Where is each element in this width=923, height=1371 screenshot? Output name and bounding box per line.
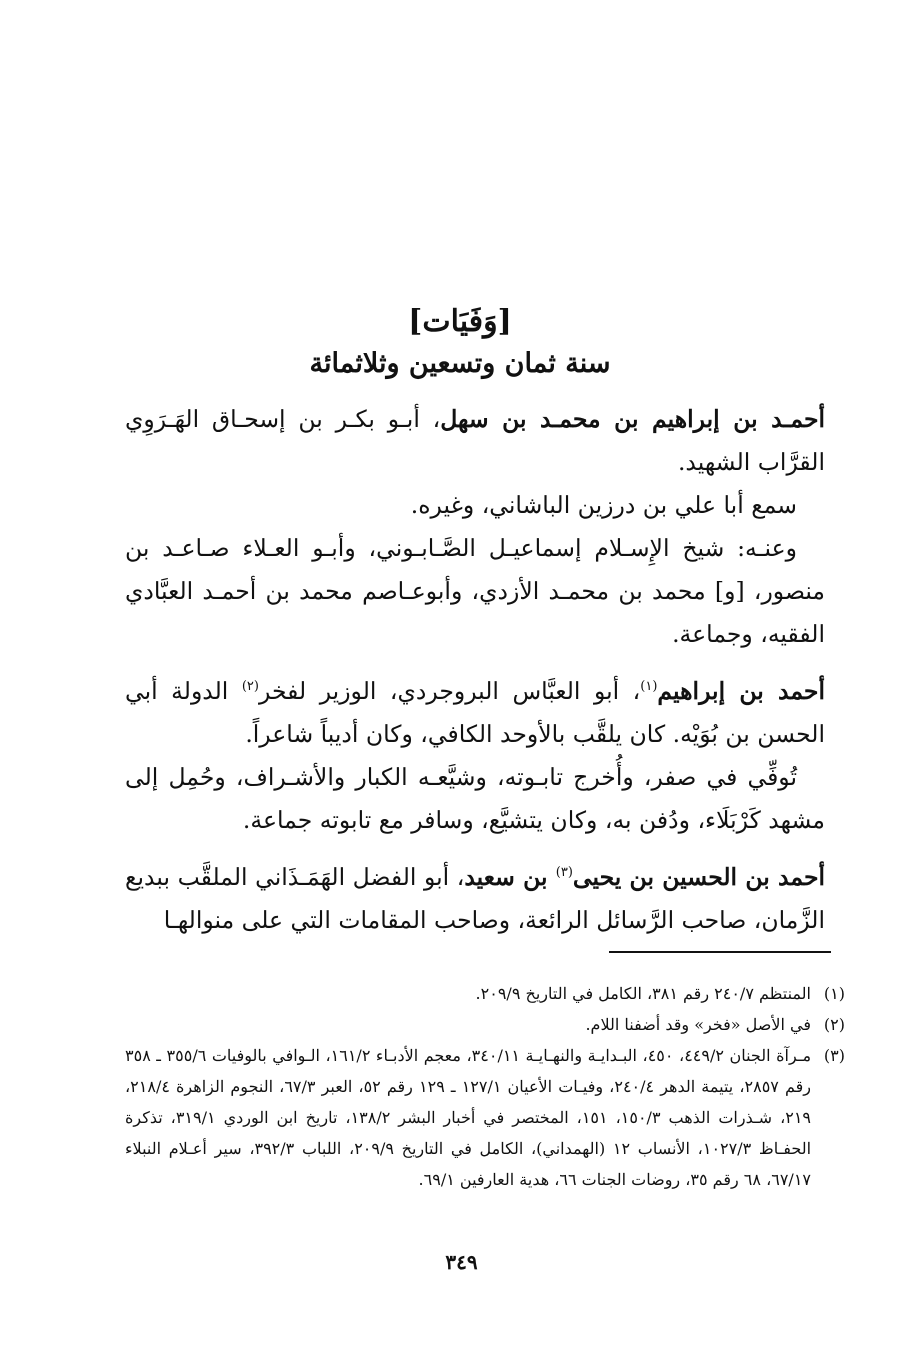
entry-text: ، أبو العبَّاس البروجردي، الوزير لفخر bbox=[258, 677, 641, 705]
entry-text: الدولة أبي الحسن بن بُوَيْه. كان يلقَّب بالأوحد الكافي، وكان أديباً شاعراً. bbox=[125, 677, 825, 748]
entry-paragraph bbox=[125, 398, 825, 484]
entry-name: بن سعيد bbox=[464, 863, 556, 891]
footnote bbox=[125, 1009, 845, 1040]
footnote-divider bbox=[609, 951, 831, 953]
footnote bbox=[125, 1040, 845, 1195]
footnotes bbox=[125, 978, 845, 1195]
footnote-text: مـرآة الجنان ٤٤٩/٢، ٤٥٠، البـدايـة والنهـايـة ٣٤٠/١١، معجم الأدبـاء ١٦١/٢، الـوافي بالوفيات ٣٥٥/٦ ـ ٣٥٨ رقم ٢٨٥٧، يتيمة الدهر ٢٤٠/٤، وفيـات الأعيان ١٢٧/١ ـ ١٢٩ رقم ٥٢، العبر ٦٧/٣، النجوم الزاهرة ٢١٨/٤، ٢١٩، شـذرات الذهب ١٥٠/٣، ١٥١، المختصر في أخبار البشر ١٣٨/٢، تاريخ ابن الوردي ٣١٩/١، تذكرة الحفـاظ ١٠٢٧/٣، الأنساب ١٢ (الهمداني)، الكامل في التاريخ ٢٠٩/٩، اللباب ٣٩٢/٣، سير أعـلام النبلاء ٦٧/١٧، ٦٨ رقم ٣٥، روضات الجنات ٦٦، هدية العارفين ٦٩/١. bbox=[125, 1046, 812, 1189]
footnote-number: (٣) bbox=[823, 1046, 845, 1065]
entry-paragraph bbox=[125, 670, 825, 756]
biography-entry bbox=[125, 670, 825, 842]
entry-name: أحمـد بن إبراهيم بن محمـد بن سهل bbox=[440, 405, 826, 433]
entry-text: ، أبـو بكـر بن إسحـاق الهَـرَوِي القرَّاب الشهيد. bbox=[125, 405, 825, 476]
footnote-text: في الأصل «فخر» وقد أضفنا اللام. bbox=[585, 1015, 811, 1034]
footnote-number: (٢) bbox=[823, 1015, 845, 1034]
entry-paragraph: سمع أبا علي بن درزين الباشاني، وغيره. bbox=[410, 491, 797, 519]
entry-paragraph: وعنـه: شيخ الإِسـلام إسماعيـل الصَّـابـوني، وأبـو العـلاء صـاعـد بن منصور، [و] محمد بن محمـد الأزدي، وأبوعـاصم محمد بن أحمـد العبَّادي الفقيه، وجماعة. bbox=[125, 534, 825, 648]
entry-name: أحمد بن إبراهيم bbox=[657, 677, 825, 705]
footnote-text: المنتظم ٢٤٠/٧ رقم ٣٨١، الكامل في التاريخ ٢٠٩/٩. bbox=[475, 984, 811, 1003]
footnote-marker: (٣) bbox=[555, 865, 573, 881]
biography-entry bbox=[125, 856, 825, 942]
footnote-marker: (١) bbox=[640, 679, 658, 695]
entry-name: أحمد بن الحسين بن يحيى bbox=[572, 863, 825, 891]
year-title: سنة ثمان وتسعين وثلاثمائة bbox=[309, 348, 611, 379]
entry-text: ، أبو الفضل الهَمَـذَاني الملقَّب ببديع الزَّمان، صاحب الرَّسائل الرائعة، وصاحب المقامات التي على منوالهـا bbox=[125, 863, 825, 934]
biography-entry bbox=[125, 398, 825, 656]
section-title: [وَفَيَات] bbox=[408, 304, 512, 339]
footnote bbox=[125, 978, 845, 1009]
entry-paragraph bbox=[125, 856, 825, 942]
entry-paragraph: تُوفِّي في صفر، وأُخرج تابـوته، وشيَّعـه الكبار والأشـراف، وحُمِل إلى مشهد كَرْبَلَاء، ودُفن به، وكان يتشيَّع، وسافر مع تابوته جماعة. bbox=[125, 763, 825, 834]
footnote-number: (١) bbox=[823, 984, 845, 1003]
page-header bbox=[90, 300, 830, 384]
footnote-marker: (٢) bbox=[241, 679, 259, 695]
main-text bbox=[125, 398, 825, 956]
page-number: ٣٤٩ bbox=[445, 1250, 478, 1274]
